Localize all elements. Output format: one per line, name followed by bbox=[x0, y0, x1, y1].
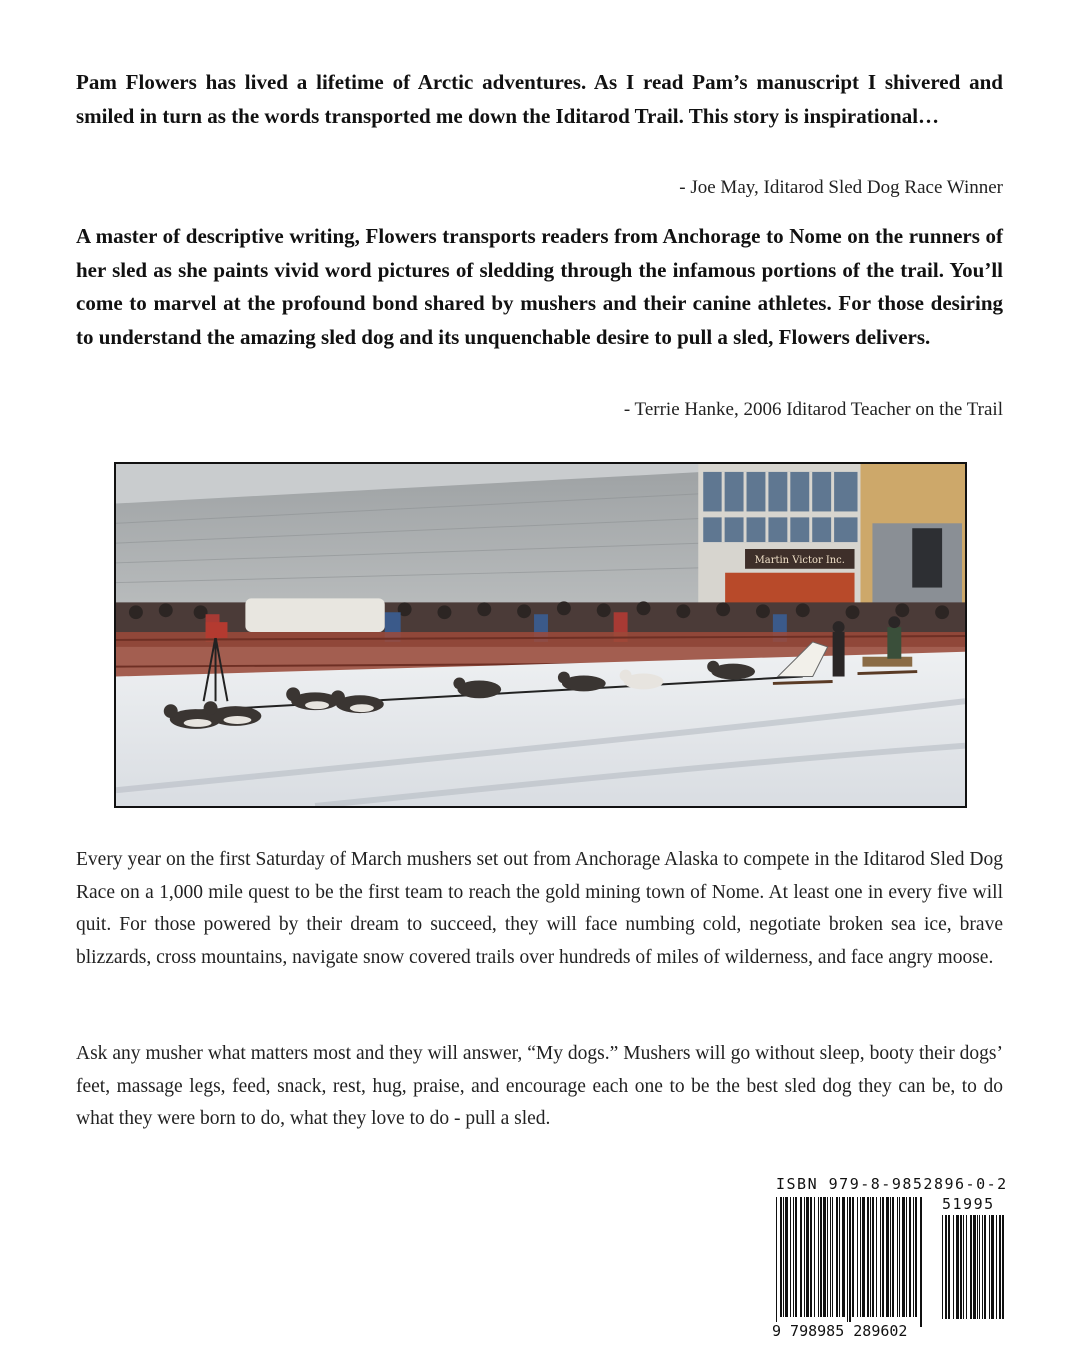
barcode-addon-bar bbox=[953, 1215, 954, 1319]
endorsement-attribution-1: - Joe May, Iditarod Sled Dog Race Winner bbox=[679, 177, 1003, 198]
barcode-addon-bar bbox=[1002, 1215, 1004, 1319]
barcode-bar bbox=[836, 1197, 838, 1317]
barcode-bar bbox=[823, 1197, 826, 1317]
isbn-barcode bbox=[772, 1175, 1007, 1345]
barcode-bar bbox=[780, 1197, 782, 1317]
isbn-label: ISBN 979-8-9852896-0-2 bbox=[776, 1175, 1008, 1193]
barcode-bar bbox=[793, 1197, 794, 1317]
endorsement-quote-1: Pam Flowers has lived a lifetime of Arctic adventures. As I read Pam’s manuscript I shivered and smiled in turn as the words transported me down the Iditarod Trail. This story is inspirational… bbox=[76, 70, 1003, 128]
barcode-addon-bar bbox=[977, 1215, 978, 1319]
barcode-bar bbox=[785, 1197, 788, 1317]
barcode-bar bbox=[906, 1197, 907, 1317]
barcode-bar bbox=[820, 1197, 822, 1317]
barcode-addon-bar bbox=[956, 1215, 959, 1319]
barcode-bar bbox=[872, 1197, 874, 1317]
barcode-addon-bar bbox=[963, 1215, 964, 1319]
barcode-addon-bar bbox=[982, 1215, 983, 1319]
barcode-addon-bar bbox=[960, 1215, 962, 1319]
barcode-bar bbox=[849, 1197, 851, 1327]
barcode-bar bbox=[818, 1197, 819, 1317]
barcode-bar bbox=[852, 1197, 854, 1317]
barcode-bar bbox=[920, 1197, 922, 1327]
barcode-addon-bar bbox=[984, 1215, 986, 1319]
barcode-bars bbox=[772, 1197, 1007, 1332]
barcode-bar bbox=[860, 1197, 861, 1317]
barcode-bar bbox=[857, 1197, 858, 1317]
barcode-bar bbox=[902, 1197, 905, 1317]
endorsement-quote-2: A master of descriptive writing, Flowers transports readers from Anchorage to Nome on the runners of her sled as she paints vivid word pictures of sledding through the infamous portions of the trail. You’ll come to marvel at the profound bond shared by mushers and their canine athletes. For those desiring to understand the amazing sled dog and its unquenchable desire to pull a sled, Flowers delivers. bbox=[76, 224, 1003, 349]
barcode-bar bbox=[882, 1197, 884, 1317]
barcode-bar bbox=[870, 1197, 871, 1317]
barcode-bar bbox=[839, 1197, 840, 1317]
barcode-addon-bar bbox=[948, 1215, 950, 1319]
barcode-bar bbox=[892, 1197, 894, 1317]
barcode-addon-bar bbox=[979, 1215, 980, 1319]
storefront-sign: Martin Victor Inc. bbox=[754, 554, 845, 566]
barcode-addon-bar bbox=[942, 1215, 943, 1319]
barcode-addon-bar bbox=[966, 1215, 967, 1319]
barcode-bar bbox=[830, 1197, 831, 1317]
barcode-bar bbox=[862, 1197, 865, 1317]
barcode-bar bbox=[776, 1197, 777, 1327]
barcode-addon-bar bbox=[973, 1215, 976, 1319]
barcode-bar bbox=[913, 1197, 914, 1317]
barcode-bar bbox=[783, 1197, 784, 1317]
barcode-bar bbox=[897, 1197, 898, 1317]
barcode-addon-bar bbox=[989, 1215, 990, 1319]
barcode-bar bbox=[810, 1197, 812, 1317]
barcode-bar bbox=[800, 1197, 802, 1317]
barcode-bar bbox=[890, 1197, 891, 1317]
barcode-bar bbox=[886, 1197, 889, 1317]
barcode-bar bbox=[915, 1197, 917, 1317]
barcode-bar bbox=[909, 1197, 911, 1317]
barcode-bar bbox=[842, 1197, 845, 1317]
barcode-bar bbox=[806, 1197, 809, 1317]
barcode-bar bbox=[795, 1197, 797, 1317]
barcode-bar bbox=[876, 1197, 877, 1317]
barcode-bar bbox=[790, 1197, 791, 1317]
barcode-bar bbox=[847, 1197, 848, 1327]
description-paragraph-2: Ask any musher what matters most and they will answer, “My dogs.” Mushers will go without sleep, booty their dogs’ feet, massage legs, feed, snack, rest, hug, praise, and encourage each one to be the best sled dog they can be, to do what they were born to do, what they love to do - pull a sled. bbox=[76, 1043, 1003, 1129]
barcode-bar bbox=[814, 1197, 815, 1317]
barcode-bar bbox=[827, 1197, 828, 1317]
endorsement-attribution-2: - Terrie Hanke, 2006 Iditarod Teacher on the Trail bbox=[623, 399, 1003, 420]
barcode-addon-bar bbox=[945, 1215, 947, 1319]
barcode-bar bbox=[867, 1197, 869, 1317]
barcode-addon-bar bbox=[970, 1215, 972, 1319]
barcode-addon-bar bbox=[991, 1215, 994, 1319]
description-paragraph-1: Every year on the first Saturday of March mushers set out from Anchorage Alaska to compete in the Iditarod Sled Dog Race on a 1,000 mile quest to be the first team to reach the gold mining town of Nome. At least one in every five will quit. For those powered by their dream to succeed, they will face numbing cold, negotiate broken sea ice, brave blizzards, cross mountains, navigate snow covered trails over hundreds of miles of wilderness, and face angry moose. bbox=[76, 849, 1003, 968]
barcode-bar bbox=[899, 1197, 900, 1317]
ean-digits: 9 798985 289602 bbox=[772, 1322, 908, 1340]
barcode-bar bbox=[880, 1197, 881, 1317]
barcode-addon-bar bbox=[999, 1215, 1001, 1319]
barcode-addon-bar bbox=[996, 1215, 997, 1319]
barcode-bar bbox=[832, 1197, 833, 1317]
barcode-bar bbox=[804, 1197, 805, 1317]
sled-dog-race-photo bbox=[114, 462, 967, 808]
price-addon: 51995 bbox=[942, 1195, 995, 1213]
